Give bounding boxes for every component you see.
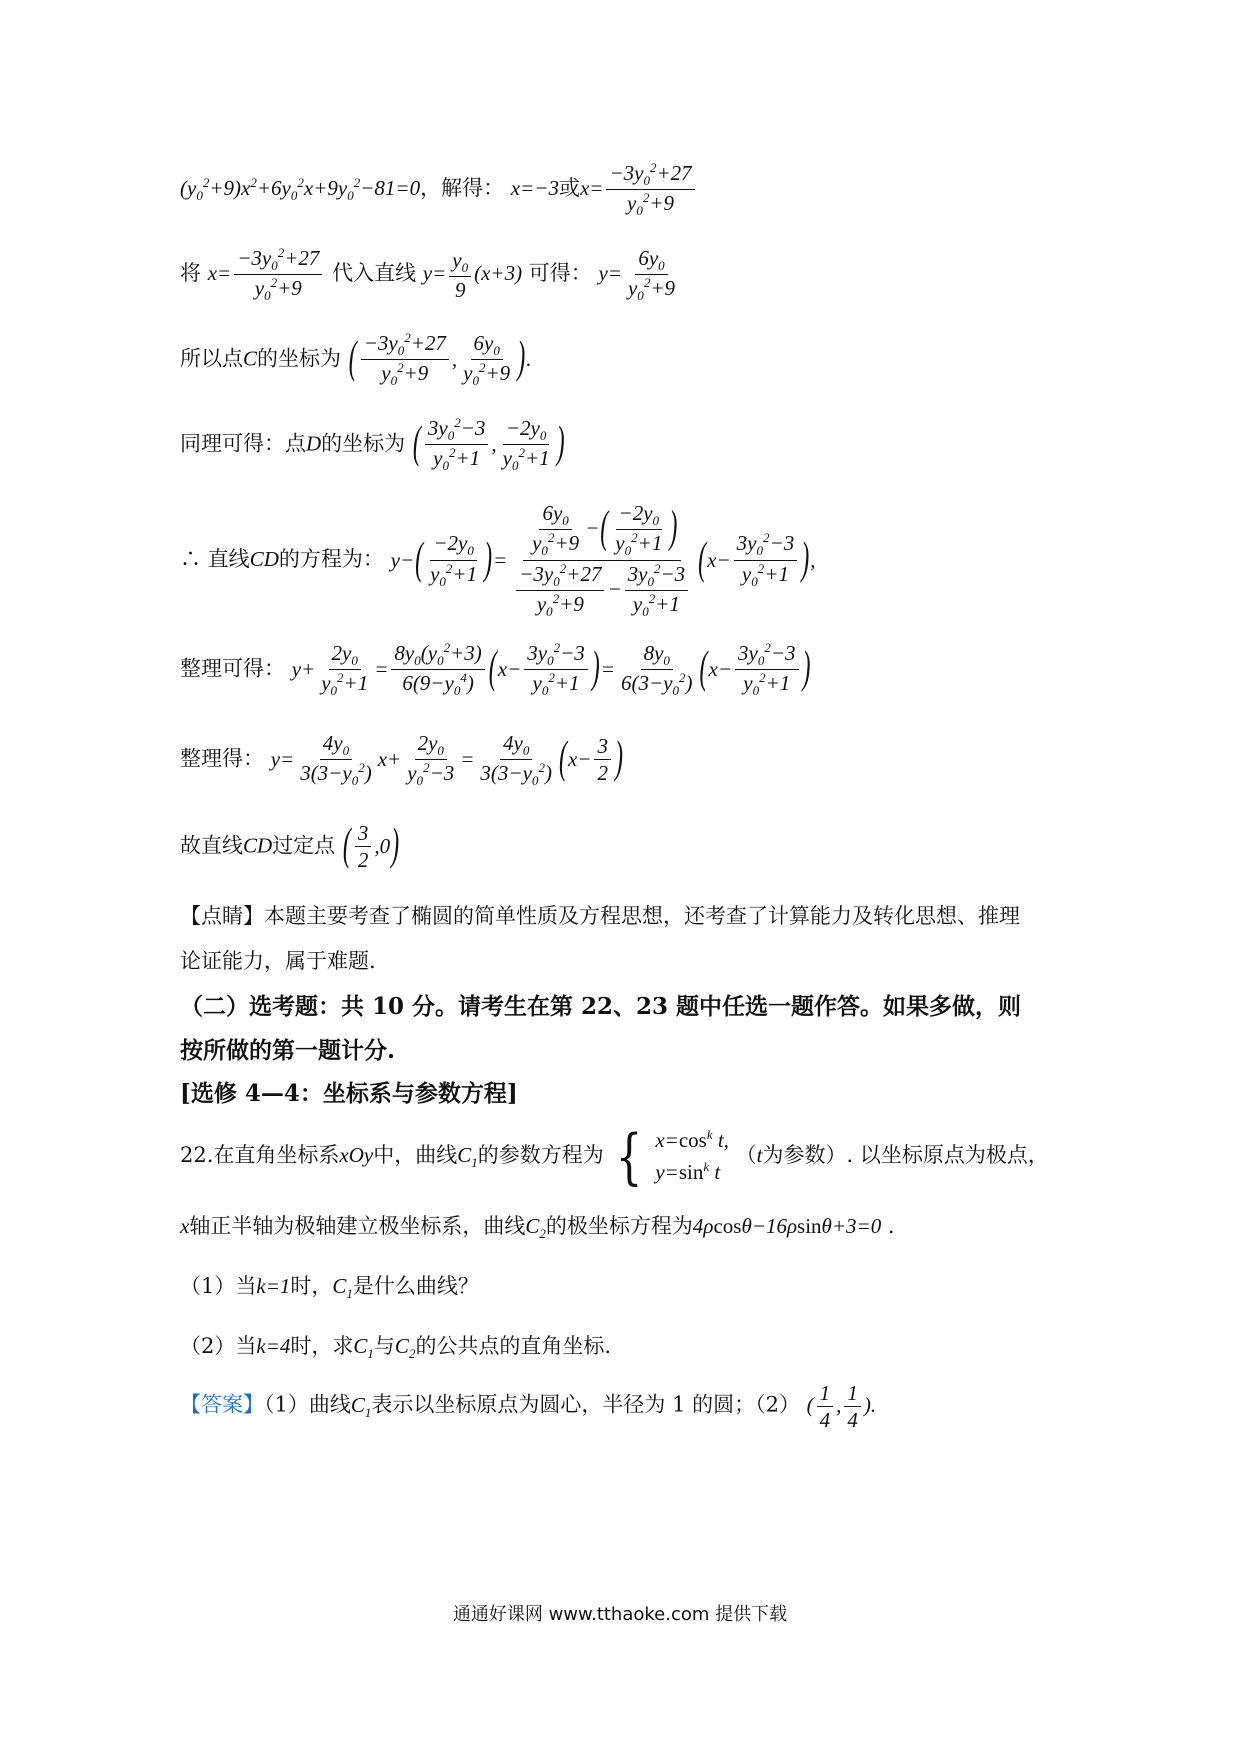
point-d-coord: ( $\frac{3y_0^2-3}{y_0^2+1}$ , $\frac{-2y_0}{y_0^2+1}$ ): [412, 415, 565, 474]
point-d-label: D: [306, 431, 322, 456]
curve-c2-q2: $C_2$: [394, 1334, 416, 1362]
problem-line-2: x轴正半轴为极轴建立极坐标系，曲线$C_2$的极坐标方程为4ρcosθ−16ρsinθ+3=0 .: [180, 1214, 895, 1242]
point-d-prefix: 同理可得：点: [180, 431, 306, 456]
obtain-text: 可得：: [528, 260, 592, 285]
quadratic-equation: $(y_0^2+9)x^2+6y_0^2x+9y_0^2-81=0$: [180, 174, 421, 203]
answer-point: ( $\frac{1}{4}$ , $\frac{1}{4}$ ).: [806, 1381, 877, 1433]
x-expression: x= $\frac{-3y_0^2+27}{y_0^2+9}$: [208, 261, 326, 285]
problem-text-d: （: [735, 1143, 757, 1167]
into-line-text: 代入直线: [332, 260, 417, 285]
polar-equation: 4ρcosθ−16ρsinθ+3=0: [692, 1214, 882, 1238]
equation-line-1: [180, 160, 698, 220]
y-expression: y= $\frac{6y_0}{y_0^2+9}$: [598, 246, 675, 304]
problem-text-f: 轴正半轴为极轴建立极坐标系，曲线: [189, 1214, 526, 1238]
equation-line-2: [180, 245, 681, 305]
fixed-point-prefix: 故直线: [180, 833, 243, 858]
answer-text-2: 表示以坐标原点为圆心，半径为 1 的圆；（2）: [371, 1392, 800, 1417]
cd-label: CD: [249, 546, 279, 571]
x-axis-label: x: [180, 1214, 190, 1238]
simplify-prefix-1: 整理可得：: [180, 656, 285, 681]
line-equation: y= $\frac{y_0}{9}$ (x+3): [422, 247, 523, 303]
parametric-system: $x=\cos^k$ t, $y=\sin^k$ t: [655, 1127, 729, 1184]
coord-system: xOy: [339, 1143, 374, 1167]
point-c-line: [180, 330, 531, 390]
point-c-mid: 的坐标为: [257, 346, 342, 371]
section-heading-1: （二）选考题：共 10 分。请考生在第 22、23 题中任选一题作答。如果多做，则: [180, 993, 1022, 1020]
q1-text-b: 时，: [290, 1274, 333, 1298]
k-eq-4: k=4: [256, 1334, 291, 1358]
problem-text-a: 22.在直角坐标系: [180, 1143, 340, 1167]
cd-label-2: CD: [243, 833, 273, 858]
fixed-point-line: [180, 820, 400, 874]
simplify-prefix-2: 整理得：: [180, 746, 264, 771]
answer-tag: 【答案】: [180, 1392, 264, 1417]
comment-text-2: 论证能力，属于难题.: [180, 949, 376, 973]
point-c-prefix: 所以点: [180, 346, 243, 371]
curve-c1-q1: $C_1$: [332, 1274, 353, 1302]
point-d-line: [180, 415, 566, 475]
param-t: t: [756, 1143, 763, 1167]
curve-c1-answer: $C_1$: [350, 1392, 372, 1420]
question-1: [180, 1270, 479, 1302]
cd-prefix: ∴ 直线: [180, 546, 250, 571]
q2-text-d: 的公共点的直角坐标.: [415, 1334, 612, 1358]
fixed-point: ( $\frac{3}{2}$ ,0 ): [342, 821, 400, 873]
q2-text-a: （2）当: [180, 1334, 257, 1358]
simplify-line-2: [180, 730, 624, 790]
k-eq-1: k=1: [256, 1274, 291, 1298]
point-d-mid: 的坐标为: [321, 431, 406, 456]
comment-tag: 【点睛】: [180, 904, 264, 928]
cd-mid: 的方程为：: [278, 546, 384, 571]
brace: {: [616, 1121, 643, 1192]
curve-c1: $C_1$: [457, 1143, 478, 1171]
cd-equation-line: [180, 500, 815, 621]
q2-text-b: 时，求: [290, 1334, 354, 1358]
answer-text-1: （1）曲线: [264, 1392, 351, 1417]
cd-equation: y− ( $\frac{-2y_0}{y_0^2+1}$ ) = $\frac{6y_0}{y_0^2+9}$ −( $\frac{-2y_0}{y_0^2+1}$ ) $\frac{-3y_0^2+27}{y_0^2+9}$ − $\frac{3y_0^2-3}{y_0^2+1}$ ( x− $\frac{3y_0^2-3}{y_0^2+1}$ ) ,: [390, 501, 816, 620]
comment-line-1: [180, 900, 1020, 930]
curve-c1-q2: $C_1$: [353, 1334, 374, 1362]
substitute-text: 将: [180, 260, 201, 285]
footer: 通通好课网 www.tthaoke.com 提供下载: [452, 1604, 788, 1625]
topic-heading: [选修 4—4：坐标系与参数方程]: [180, 1080, 518, 1107]
comment-text-1: 本题主要考查了椭圆的简单性质及方程思想，还考查了计算能力及转化思想、推理: [264, 904, 1020, 928]
comment-line-2: [180, 945, 376, 975]
solve-text: ，解得：: [420, 175, 505, 200]
answer-line: [180, 1380, 876, 1434]
section-heading-2: 按所做的第一题计分.: [180, 1037, 396, 1064]
problem-text-c: 的参数方程为: [477, 1143, 604, 1167]
q2-text-c: 与: [373, 1334, 395, 1358]
point-c-label: C: [243, 346, 258, 371]
simplified-equation-1: y+ $\frac{2y_0}{y_0^2+1}$ = $\frac{8y_0(y_0^2+3)}{6(9-y_0^4)}$ ( x− $\frac{3y_0^2-3}{y_0^2+1}$ ) = $\frac{8y_0}{6(3-y_0^2)}$ ( x− $\frac{3y_0^2-3}{y_0^2+1}$ ): [291, 640, 811, 699]
problem-line-1: [180, 1121, 1049, 1192]
simplified-equation-2: y= $\frac{4y_0}{3(3-y_0^2)}$ x+ $\frac{2y_0}{y_0^2-3}$ = $\frac{4y_0}{3(3-y_0^2)}$ ( x− $\frac{3}{2}$ ): [270, 731, 623, 789]
curve-c2: $C_2$: [525, 1214, 546, 1242]
problem-text-e: 为参数）. 以坐标原点为极点，: [762, 1143, 1049, 1167]
question-2: [180, 1330, 611, 1362]
q1-text-c: 是什么曲线？: [352, 1274, 479, 1298]
problem-text-g: 的极坐标方程为: [545, 1214, 693, 1238]
point-c-coord: ( $\frac{-3y_0^2+27}{y_0^2+9}$ , $\frac{6y_0}{y_0^2+9}$ ) .: [348, 330, 532, 389]
problem-text-b: 中，曲线: [373, 1143, 458, 1167]
fixed-point-mid: 过定点: [272, 833, 336, 858]
solution: x=−3或x= $\frac{-3y_0^2+27}{y_0^2+9}$: [511, 176, 698, 200]
simplify-line-1: [180, 640, 812, 700]
q1-text-a: （1）当: [180, 1274, 257, 1298]
